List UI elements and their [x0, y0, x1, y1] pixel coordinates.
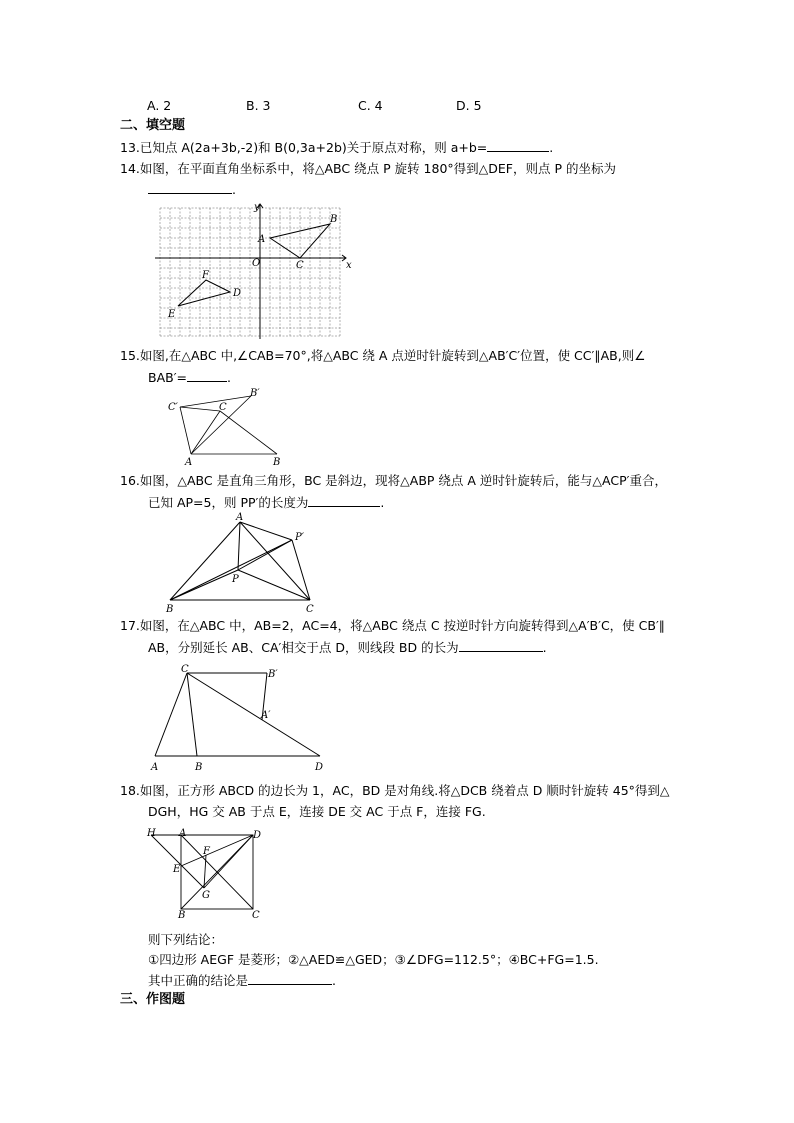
- fig14-label-e: E: [168, 309, 176, 320]
- q15-answer-blank[interactable]: [187, 369, 227, 382]
- fig18-label-b: B: [178, 910, 186, 921]
- q17-end: .: [542, 640, 547, 655]
- question-18-line2: DGH，HG 交 AB 于点 E，连接 DE 交 AC 于点 F，连接 FG.: [148, 804, 486, 819]
- section-heading-fill-in: 二、填空题: [120, 118, 186, 133]
- fig14-label-o: O: [252, 258, 261, 269]
- fig15-label-c: C: [219, 402, 227, 413]
- question-15-line2: [148, 369, 231, 386]
- fig18-label-e: E: [173, 864, 181, 875]
- q15-text: BAB′=: [148, 370, 188, 385]
- option-a: A. 2: [147, 98, 172, 113]
- question-18-line5: [148, 972, 336, 989]
- figure-18-square: [143, 826, 268, 921]
- question-13: [120, 139, 553, 156]
- fig15-label-cprime: C′: [168, 402, 178, 413]
- q16-end: .: [380, 495, 385, 510]
- section-heading-drawing: 三、作图题: [120, 992, 186, 1007]
- question-18-line1: 18.如图，正方形 ABCD 的边长为 1，AC，BD 是对角线.将△DCB 绕着点 D 顺时针旋转 45°得到△: [120, 783, 670, 798]
- q13-end: .: [549, 140, 554, 155]
- q18-end: .: [332, 973, 336, 988]
- figure-14-grid: [150, 200, 350, 340]
- question-18-conclusions: ①四边形 AEGF 是菱形；②△AED≌△GED；③∠DFG=112.5°；④BC+FG=1.5.: [148, 952, 599, 967]
- option-d: D. 5: [456, 98, 482, 113]
- fig18-label-f: F: [203, 846, 210, 857]
- q14-answer-blank[interactable]: [148, 181, 232, 194]
- fig14-label-c: C: [296, 260, 304, 271]
- q18-text: 其中正确的结论是: [148, 973, 249, 988]
- q14-end: .: [232, 182, 236, 197]
- fig14-label-d: D: [233, 288, 242, 299]
- fig17-label-bprime: B′: [268, 669, 278, 680]
- q17-text: AB，分别延长 AB、CA′相交于点 D，则线段 BD 的长为: [148, 640, 459, 655]
- fig18-label-g: G: [202, 890, 210, 901]
- fig18-label-h: H: [147, 828, 156, 839]
- fig17-label-b: B: [195, 762, 203, 773]
- q17-answer-blank[interactable]: [459, 639, 543, 652]
- q18-answer-blank[interactable]: [248, 972, 332, 985]
- q16-answer-blank[interactable]: [308, 494, 380, 507]
- figure-15-rotation: [165, 388, 285, 468]
- fig18-label-c: C: [252, 910, 260, 921]
- fig14-label-b: B: [330, 214, 338, 225]
- fig16-label-c: C: [306, 604, 314, 615]
- question-17-line1: 17.如图，在△ABC 中，AB=2，AC=4，将△ABC 绕点 C 按逆时针方向旋转得到△A′B′C，使 CB′∥: [120, 618, 666, 633]
- q13-text: 13.已知点 A(2a+3b,-2)和 B(0,3a+2b)关于原点对称，则 a+b=: [120, 140, 488, 155]
- fig17-label-c: C: [181, 664, 189, 675]
- fig16-label-b: B: [166, 604, 174, 615]
- fig14-label-a: A: [258, 234, 266, 245]
- question-14-line2: [148, 181, 236, 198]
- option-b: B. 3: [246, 98, 271, 113]
- fig18-label-a: A: [179, 828, 187, 839]
- figure-17-triangle: [145, 660, 340, 775]
- option-c: C. 4: [358, 98, 383, 113]
- q15-end: .: [227, 370, 231, 385]
- q13-answer-blank[interactable]: [487, 139, 549, 152]
- fig14-x-label: x: [346, 260, 352, 271]
- question-16-line2: [148, 494, 384, 511]
- question-14-line1: 14.如图，在平面直角坐标系中，将△ABC 绕点 P 旋转 180°得到△DEF，则点 P 的坐标为: [120, 161, 616, 176]
- fig14-label-f: F: [202, 270, 209, 281]
- fig16-label-a: A: [236, 512, 244, 523]
- fig15-label-a: A: [185, 457, 193, 468]
- fig16-label-p: P: [232, 574, 239, 585]
- fig15-label-bprime: B′: [250, 388, 260, 399]
- fig14-y-label: y: [254, 202, 260, 213]
- fig17-label-aprime: A′: [261, 710, 271, 721]
- q16-text: 已知 AP=5，则 PP′的长度为: [148, 495, 309, 510]
- fig15-label-b: B: [273, 457, 281, 468]
- question-16-line1: 16.如图，△ABC 是直角三角形，BC 是斜边，现将△ABP 绕点 A 逆时针旋转后，能与△ACP′重合，: [120, 473, 667, 488]
- fig17-label-d: D: [315, 762, 324, 773]
- fig16-label-pprime: P′: [295, 532, 304, 543]
- fig18-label-d: D: [253, 830, 262, 841]
- fig17-label-a: A: [151, 762, 159, 773]
- figure-16-right-triangle: [160, 510, 330, 620]
- question-17-line2: [148, 639, 547, 656]
- question-18-line3: 则下列结论：: [148, 932, 224, 947]
- question-15-line1: 15.如图,在△ABC 中,∠CAB=70°,将△ABC 绕 A 点逆时针旋转到△AB′C′位置，使 CC′∥AB,则∠: [120, 348, 646, 363]
